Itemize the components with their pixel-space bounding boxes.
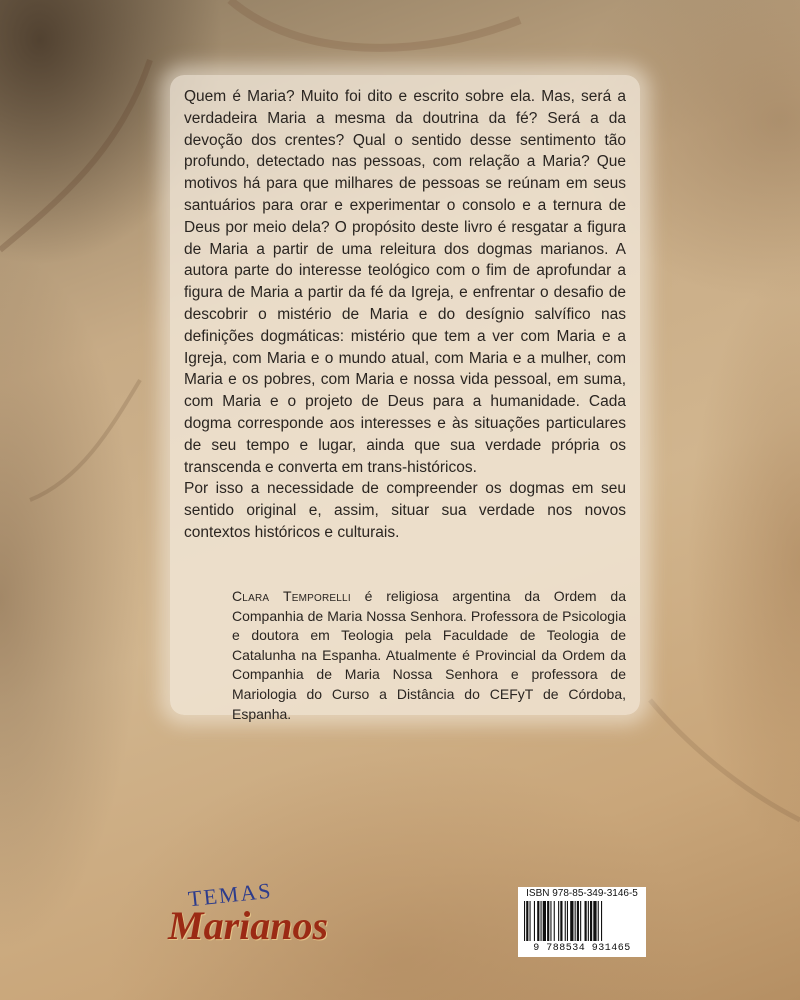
author-name: Clara Temporelli — [232, 588, 351, 604]
synopsis-paragraph-2: Por isso a necessidade de compreender os dogmas em seu sentido original e, assim, situar sua verdade nos novos contextos históricos e culturais. — [184, 480, 626, 541]
series-logo-bottom: Marianos — [168, 903, 329, 948]
author-bio — [232, 587, 626, 724]
series-logo — [160, 877, 330, 960]
barcode-digits: 9 788534 931465 — [533, 943, 631, 954]
series-logo-top: TEMAS — [186, 877, 274, 912]
isbn-barcode — [518, 887, 646, 957]
synopsis-text — [184, 86, 626, 544]
synopsis-paragraph-1: Quem é Maria? Muito foi dito e escrito sobre ela. Mas, será a verdadeira Maria a mesma da doutrina da fé? Será a da devoção dos crentes? Qual o sentido desse sentimento tão profundo, detectado nas pessoas, com relação a Maria? Que motivos há para que milhares de pessoas se reúnam em seus santuários para orar e experimentar o consolo e a ternura de Deus por meio dela? O propósito deste livro é resgatar a figura de Maria a partir de uma releitura dos dogmas marianos. A autora parte do interesse teológico com o fim de aprofundar a figura de Maria a partir da fé da Igreja, e enfrentar o desafio de descobrir o mistério de Maria e do desígnio salvífico nas definições dogmáticas: mistério que tem a ver com Maria e a Igreja, com Maria e o mundo atual, com Maria e a mulher, com Maria e os pobres, com Maria e nossa vida pessoal, em suma, com Maria e o projeto de Deus para a humanidade. Cada dogma corresponde aos interesses e às situações particulares de seu tempo e lugar, ainda que sua verdade própria os transcenda e converta em trans-históricos. — [184, 88, 626, 476]
isbn-label: ISBN 978-85-349-3146-5 — [526, 888, 638, 899]
barcode-bars — [522, 901, 642, 943]
author-bio-text: é religiosa argentina da Ordem da Companhia de Maria Nossa Senhora. Professora de Psicologia e doutora em Teologia pela Faculdade de Teologia de Catalunha na Espanha. Atualmente é Provincial da Ordem da Companhia de Maria Nossa Senhora e professora de Mariologia do Curso a Distância do CEFyT de Córdoba, Espanha. — [232, 588, 626, 722]
